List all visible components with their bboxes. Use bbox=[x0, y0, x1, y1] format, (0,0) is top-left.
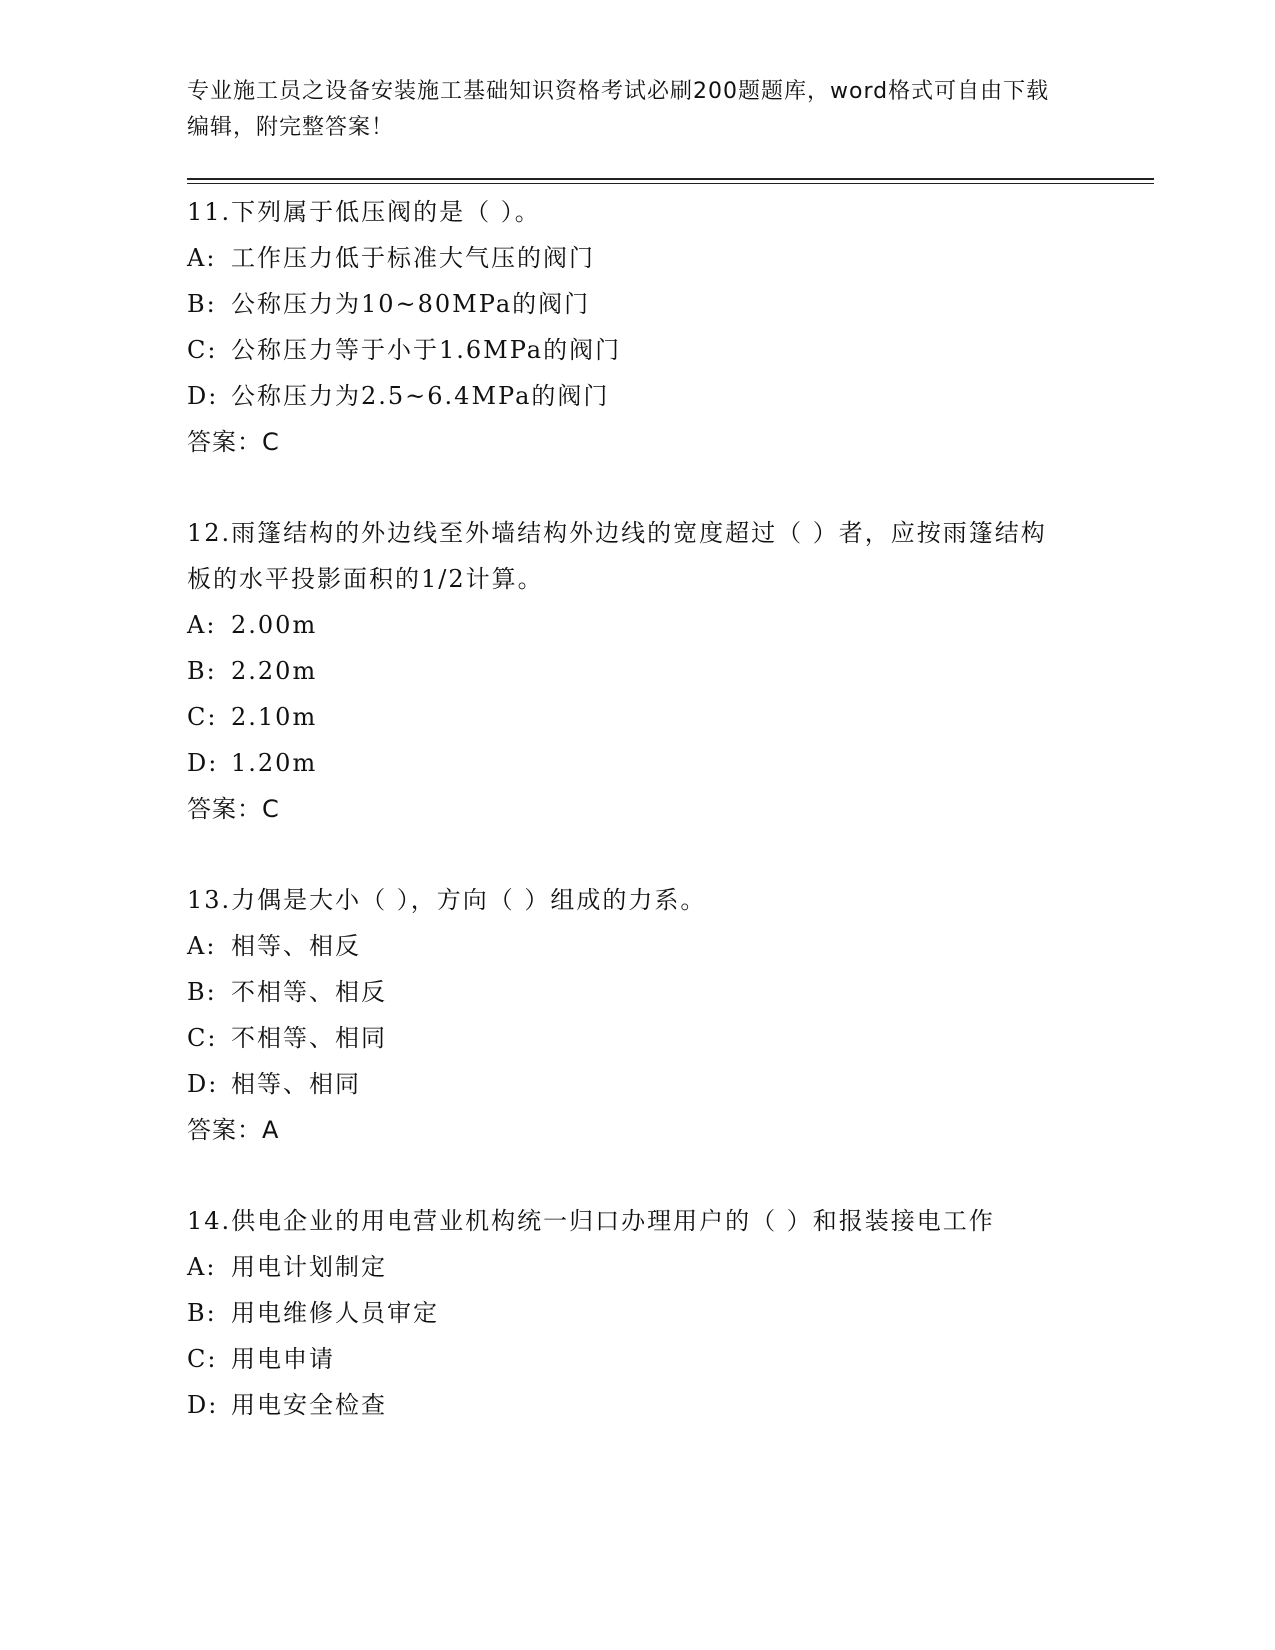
option-label: B: bbox=[187, 978, 217, 1006]
option-c bbox=[187, 1336, 1067, 1382]
option-label: A: bbox=[187, 932, 217, 960]
option-label: B: bbox=[187, 657, 217, 685]
option-label: C: bbox=[187, 703, 218, 731]
option-d bbox=[187, 740, 1067, 786]
option-text: 不相等、相反 bbox=[231, 978, 387, 1006]
option-b bbox=[187, 1290, 1067, 1336]
option-d bbox=[187, 1061, 1067, 1107]
option-text: 公称压力为2.5~6.4MPa的阀门 bbox=[231, 382, 610, 410]
option-label: B: bbox=[187, 1299, 217, 1327]
option-b bbox=[187, 648, 1067, 694]
option-label: A: bbox=[187, 611, 217, 639]
option-text: 用电计划制定 bbox=[231, 1253, 387, 1281]
option-b bbox=[187, 281, 1067, 327]
question-14 bbox=[187, 1198, 1067, 1428]
option-text: 公称压力等于小于1.6MPa的阀门 bbox=[231, 336, 622, 364]
option-c bbox=[187, 694, 1067, 740]
option-label: B: bbox=[187, 290, 217, 318]
option-a bbox=[187, 1244, 1067, 1290]
answer-line: 答案：C bbox=[187, 795, 280, 823]
option-text: 2.00m bbox=[231, 611, 318, 639]
option-label: C: bbox=[187, 336, 218, 364]
option-a bbox=[187, 602, 1067, 648]
option-text: 相等、相反 bbox=[231, 932, 361, 960]
option-label: D: bbox=[187, 1070, 219, 1098]
answer-line: 答案：A bbox=[187, 1116, 280, 1144]
option-b bbox=[187, 969, 1067, 1015]
question-stem: 12.雨篷结构的外边线至外墙结构外边线的宽度超过（ ）者，应按雨篷结构板的水平投影面积的1/2计算。 bbox=[187, 519, 1047, 593]
question-stem: 11.下列属于低压阀的是（ ）。 bbox=[187, 198, 541, 226]
option-text: 2.10m bbox=[231, 703, 318, 731]
question-12 bbox=[187, 510, 1067, 832]
option-text: 公称压力为10~80MPa的阀门 bbox=[231, 290, 591, 318]
option-label: C: bbox=[187, 1024, 218, 1052]
option-a bbox=[187, 235, 1067, 281]
header-rule-thick bbox=[187, 178, 1154, 180]
question-stem: 13.力偶是大小（ ），方向（ ）组成的力系。 bbox=[187, 886, 707, 914]
option-text: 用电申请 bbox=[231, 1345, 335, 1373]
option-d bbox=[187, 373, 1067, 419]
option-text: 不相等、相同 bbox=[231, 1024, 387, 1052]
option-c bbox=[187, 327, 1067, 373]
option-label: D: bbox=[187, 1391, 219, 1419]
option-text: 相等、相同 bbox=[231, 1070, 361, 1098]
question-11 bbox=[187, 189, 1067, 465]
option-label: D: bbox=[187, 749, 219, 777]
document-header: 专业施工员之设备安装施工基础知识资格考试必刷200题题库，word格式可自由下载编辑，附完整答案！ bbox=[187, 79, 1050, 140]
option-label: A: bbox=[187, 244, 217, 272]
option-label: D: bbox=[187, 382, 219, 410]
option-a bbox=[187, 923, 1067, 969]
option-c bbox=[187, 1015, 1067, 1061]
option-text: 工作压力低于标准大气压的阀门 bbox=[231, 244, 595, 272]
option-label: C: bbox=[187, 1345, 218, 1373]
question-stem: 14.供电企业的用电营业机构统一归口办理用户的（ ）和报装接电工作 bbox=[187, 1207, 995, 1235]
option-text: 用电安全检查 bbox=[231, 1391, 387, 1419]
answer-line: 答案：C bbox=[187, 428, 280, 456]
option-label: A: bbox=[187, 1253, 217, 1281]
header-rule-thin bbox=[187, 183, 1154, 184]
option-text: 用电维修人员审定 bbox=[231, 1299, 439, 1327]
option-text: 2.20m bbox=[231, 657, 318, 685]
question-list bbox=[187, 189, 1067, 1473]
option-text: 1.20m bbox=[231, 749, 318, 777]
option-d bbox=[187, 1382, 1067, 1428]
question-13 bbox=[187, 877, 1067, 1153]
